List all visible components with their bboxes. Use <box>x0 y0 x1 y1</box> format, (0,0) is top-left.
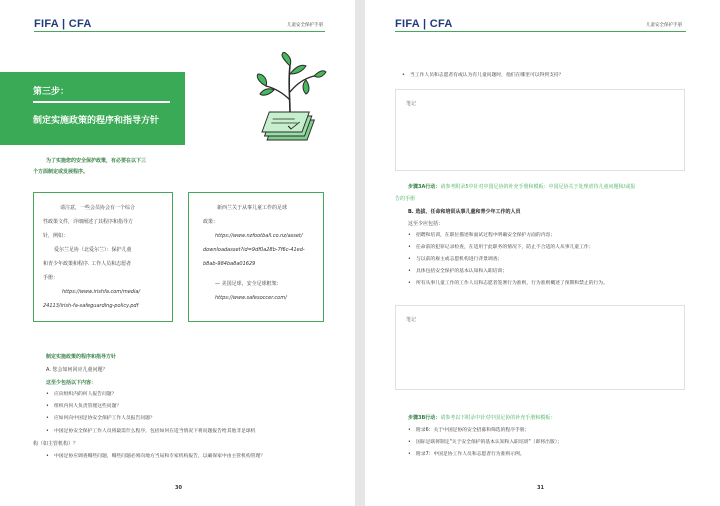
fifa-cfa-logo: FIFA | CFA <box>395 18 453 30</box>
notes-area-2[interactable] <box>395 305 685 390</box>
box1-example-2: 和青少年政策和程序. 工作人员和志愿者 <box>43 261 132 267</box>
list-item: • 应如何向中国足协安全保护工作人员报告问题？ <box>54 414 155 424</box>
list-item: • 附录7：中国足协工作人员和志愿者行为准则示例。 <box>416 450 525 460</box>
list-item: • 应向组织内的何人报告问题？ <box>54 390 116 400</box>
box2-line-usa: — 美国足球，安全足球框架： <box>215 281 282 287</box>
list-item: • 与以前的雇主或志愿机构进行背景调查； <box>416 255 502 265</box>
intro-line-2: 个方面制定或发展程序。 <box>33 169 89 175</box>
header-title: 儿童安全保护手册 <box>646 23 682 28</box>
action-3a-label: 步骤3A行动： <box>408 184 441 190</box>
notes-area[interactable] <box>395 89 685 171</box>
example-box-new-zealand <box>188 192 324 322</box>
plant-sprouting-from-documents-icon <box>250 52 330 144</box>
list-item: • 任命前的犯罪记录检查，在适用于此职务的情况下，防止不合适的人从事儿童工作； <box>416 243 594 253</box>
box2-url-3[interactable]: b8ab-984ba8a01629 <box>203 261 256 267</box>
list-item: • 当工作人员和志愿者有或认为有儿童问题时，他们在哪里可以得到支持？ <box>410 71 564 81</box>
list-item-continued: 构（如主管机构）？ <box>33 441 79 447</box>
box1-line-3: 针，例如： <box>43 233 69 239</box>
box1-example-1: 爱尔兰足协（北爱尔兰）：保护儿童 <box>54 247 132 253</box>
example-box-ireland <box>33 192 173 322</box>
list-item: • 组织内何人负责管理这些问题？ <box>54 402 121 412</box>
action-3b-label: 步骤3B行动： <box>408 415 441 421</box>
box2-url-1[interactable]: https://www.nzfootball.co.nz/asset/ <box>215 233 303 239</box>
section-b: B. 选拔、任命和培训从事儿童和青少年工作的人员 <box>408 209 521 215</box>
list-item: • 具体包括安全保护的基本认知和入职培训； <box>416 267 507 277</box>
action-3a <box>408 182 635 192</box>
step-banner <box>0 72 185 145</box>
box2-line-2: 政策： <box>203 219 219 225</box>
page-number: 31 <box>537 485 544 491</box>
step-title: 制定实施政策的程序和指导方针 <box>33 116 160 126</box>
notes-label: 笔记 <box>406 101 417 107</box>
list-item: • 中国足协应调查哪些问题，哪些问题必须向地方当局和专家机构报告，以确保家中由主管机构管理？ <box>54 452 265 462</box>
box2-url-usa[interactable]: https://www.safesoccer.com/ <box>215 295 287 301</box>
action-3b <box>408 413 555 423</box>
step-divider <box>33 101 170 103</box>
box1-example-3: 手册： <box>43 275 59 281</box>
list-item: • 招聘和培训，在职位描述和面试过程中明确安全保护方面的内容； <box>416 231 555 241</box>
box1-url-2[interactable]: 24113/irish-fa-safeguarding-policy.pdf <box>43 303 139 309</box>
action-3b-text: 请参考以下附录中针对中国足协的补充手册和模板： <box>440 415 556 421</box>
box2-url-2[interactable]: downloadasset?id=9df0a28b-7f6c-41ed- <box>203 247 305 253</box>
header-rule <box>34 31 325 32</box>
notes-label: 笔记 <box>406 317 417 323</box>
list-item: • 所有从事儿童工作的工作人员和志愿者签署行为准则，行为准则概述了预期和禁止的行为。 <box>416 279 608 289</box>
section-heading: 制定实施政策的程序和指导方针 <box>46 354 117 360</box>
section-a: A. 您会如何回应儿童问题？ <box>46 367 108 373</box>
box1-line-1: 请注意，一些会员协会有一个综合 <box>60 205 136 211</box>
header-rule <box>395 31 686 32</box>
action-3a-text: 请参考附录5中针对中国足协的补充手册和模板：中国足协关于处理虐待儿童问题和/或报 <box>440 184 636 190</box>
section-includes: 这至少包括以下内容： <box>46 380 97 386</box>
action-3a-continued: 告的手册 <box>395 196 416 202</box>
section-b-sub: 这至少应包括： <box>408 221 444 227</box>
header-title: 儿童安全保护手册 <box>287 23 323 28</box>
step-label: 第三步： <box>33 87 70 97</box>
list-item: • 中国足协安全保护工作人员将最需什么程序，包括如何在适当情况下将问题报告给其他非足球机 <box>54 427 255 437</box>
intro-line-1: 为了实施您的安全保护政策，有必要在以下三 <box>46 158 147 164</box>
list-item: • 附录6：关于中国足协的安全招募和筛选的程序手册； <box>416 426 529 436</box>
page-number: 30 <box>175 485 182 491</box>
fifa-cfa-logo: FIFA | CFA <box>34 18 92 30</box>
left-page <box>0 0 355 506</box>
list-item: • 国际足联将制定"关于安全保护的基本认知和入职培训"（即将出版）； <box>416 438 562 448</box>
box2-line-1: 新西兰关于从事儿童工作的足球 <box>217 205 288 211</box>
box1-url-1[interactable]: https://www.irishfa.com/media/ <box>62 289 141 295</box>
box1-line-2: 性政策文件，详细阐述了其程序和指导方 <box>43 219 134 225</box>
